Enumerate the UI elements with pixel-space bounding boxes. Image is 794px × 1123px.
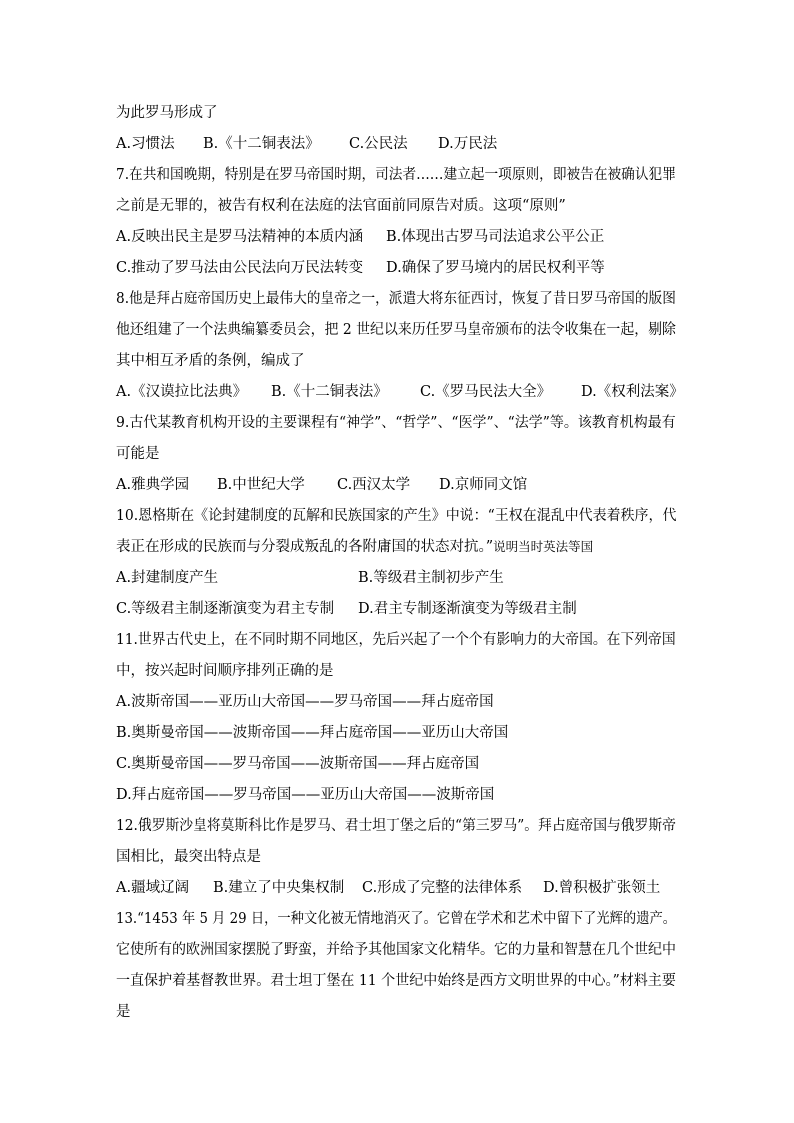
option-c: C.形成了完整的法律体系: [362, 880, 523, 896]
option-d: D.拜占庭帝国——罗马帝国——亚历山大帝国——波斯帝国: [116, 787, 495, 803]
question-8-line: 8.他是拜占庭帝国历史上最伟大的皇帝之一，派遣大将东征西讨，恢复了昔日罗马帝国的版图: [116, 291, 676, 307]
option-c: C.奥斯曼帝国——罗马帝国——波斯帝国——拜占庭帝国: [116, 756, 480, 772]
question-12-line: 国相比，最突出特点是: [116, 849, 261, 865]
text-line: 为此罗马形成了: [116, 105, 218, 121]
question-10-line: 10.恩格斯在《论封建制度的瓦解和民族国家的产生》中说：“王权在混乱中代表着秩序，代: [116, 508, 677, 524]
option-b: B.《十二铜表法》: [271, 384, 388, 400]
option-c: C.西汉太学: [337, 477, 411, 493]
option-b: B.体现出古罗马司法追求公平公正: [386, 229, 605, 245]
question-9-line: 9.古代某教育机构开设的主要课程有“神学”、“哲学”、“医学”、“法学”等。该教育机构最有: [116, 415, 676, 431]
question-13-line: 它使所有的欧洲国家摆脱了野蛮，并给予其他国家文化精华。它的力量和智慧在几个世纪中: [116, 942, 676, 958]
option-d: D.曾积极扩张领土: [543, 880, 661, 896]
option-a: A.疆域辽阔: [116, 880, 190, 896]
option-b: B.建立了中央集权制: [213, 880, 345, 896]
option-c: C.推动了罗马法由公民法向万民法转变: [116, 260, 364, 276]
option-c: C.公民法: [349, 136, 408, 152]
option-a: A.波斯帝国——亚历山大帝国——罗马帝国——拜占庭帝国: [116, 694, 494, 710]
question-10-text: 表正在形成的民族而与分裂成叛乱的各附庸国的状态对抗。”: [116, 539, 494, 555]
option-b: B.中世纪大学: [217, 477, 305, 493]
question-7-line: 之前是无罪的，被告有权利在法庭的法官面前同原告对质。这项“原则”: [116, 198, 566, 214]
question-10-line: [116, 537, 593, 557]
question-10-tail: 说明当时英法等国: [493, 539, 594, 554]
option-d: D.君主专制逐渐演变为等级君主制: [358, 601, 577, 617]
option-c: C.等级君主制逐渐演变为君主专制: [116, 601, 335, 617]
option-a: A.封建制度产生: [116, 570, 219, 586]
option-a: A.习惯法: [116, 136, 175, 152]
option-a: A.《汉谟拉比法典》: [116, 384, 248, 400]
question-8-line: 其中相互矛盾的条例，编成了: [116, 353, 305, 369]
option-d: D.《权利法案》: [581, 384, 684, 400]
option-a: A.反映出民主是罗马法精神的本质内涵: [116, 229, 364, 245]
question-9-line: 可能是: [116, 446, 160, 462]
question-11-line: 11.世界古代史上，在不同时期不同地区，先后兴起了一个个有影响力的大帝国。在下列帝国: [116, 632, 676, 648]
option-a: A.雅典学园: [116, 477, 190, 493]
question-11-line: 中，按兴起时间顺序排列正确的是: [116, 663, 334, 679]
option-d: D.万民法: [438, 136, 498, 152]
option-b: B.《十二铜表法》: [203, 136, 320, 152]
question-12-line: 12.俄罗斯沙皇将莫斯科比作是罗马、君士坦丁堡之后的“第三罗马”。拜占庭帝国与俄罗斯帝: [116, 818, 676, 834]
question-13-line: 13.“1453 年 5 月 29 日，一种文化被无情地消灭了。它曾在学术和艺术中留下了光辉的遗产。: [116, 911, 677, 927]
option-d: D.确保了罗马境内的居民权利平等: [386, 260, 605, 276]
question-13-line: 是: [116, 1004, 131, 1020]
option-d: D.京师同文馆: [439, 477, 528, 493]
option-b: B.奥斯曼帝国——波斯帝国——拜占庭帝国——亚历山大帝国: [116, 725, 509, 741]
question-13-line: 一直保护着基督教世界。君士坦丁堡在 11 个世纪中始终是西方文明世界的中心。”材料主要: [116, 973, 676, 989]
question-8-line: 他还组建了一个法典编纂委员会，把 2 世纪以来历任罗马皇帝颁布的法令收集在一起，剔除: [116, 322, 676, 338]
option-b: B.等级君主制初步产生: [358, 570, 504, 586]
option-c: C.《罗马民法大全》: [420, 384, 552, 400]
question-7-line: 7.在共和国晚期，特别是在罗马帝国时期，司法者……建立起一项原则，即被告在被确认犯罪: [116, 167, 676, 183]
